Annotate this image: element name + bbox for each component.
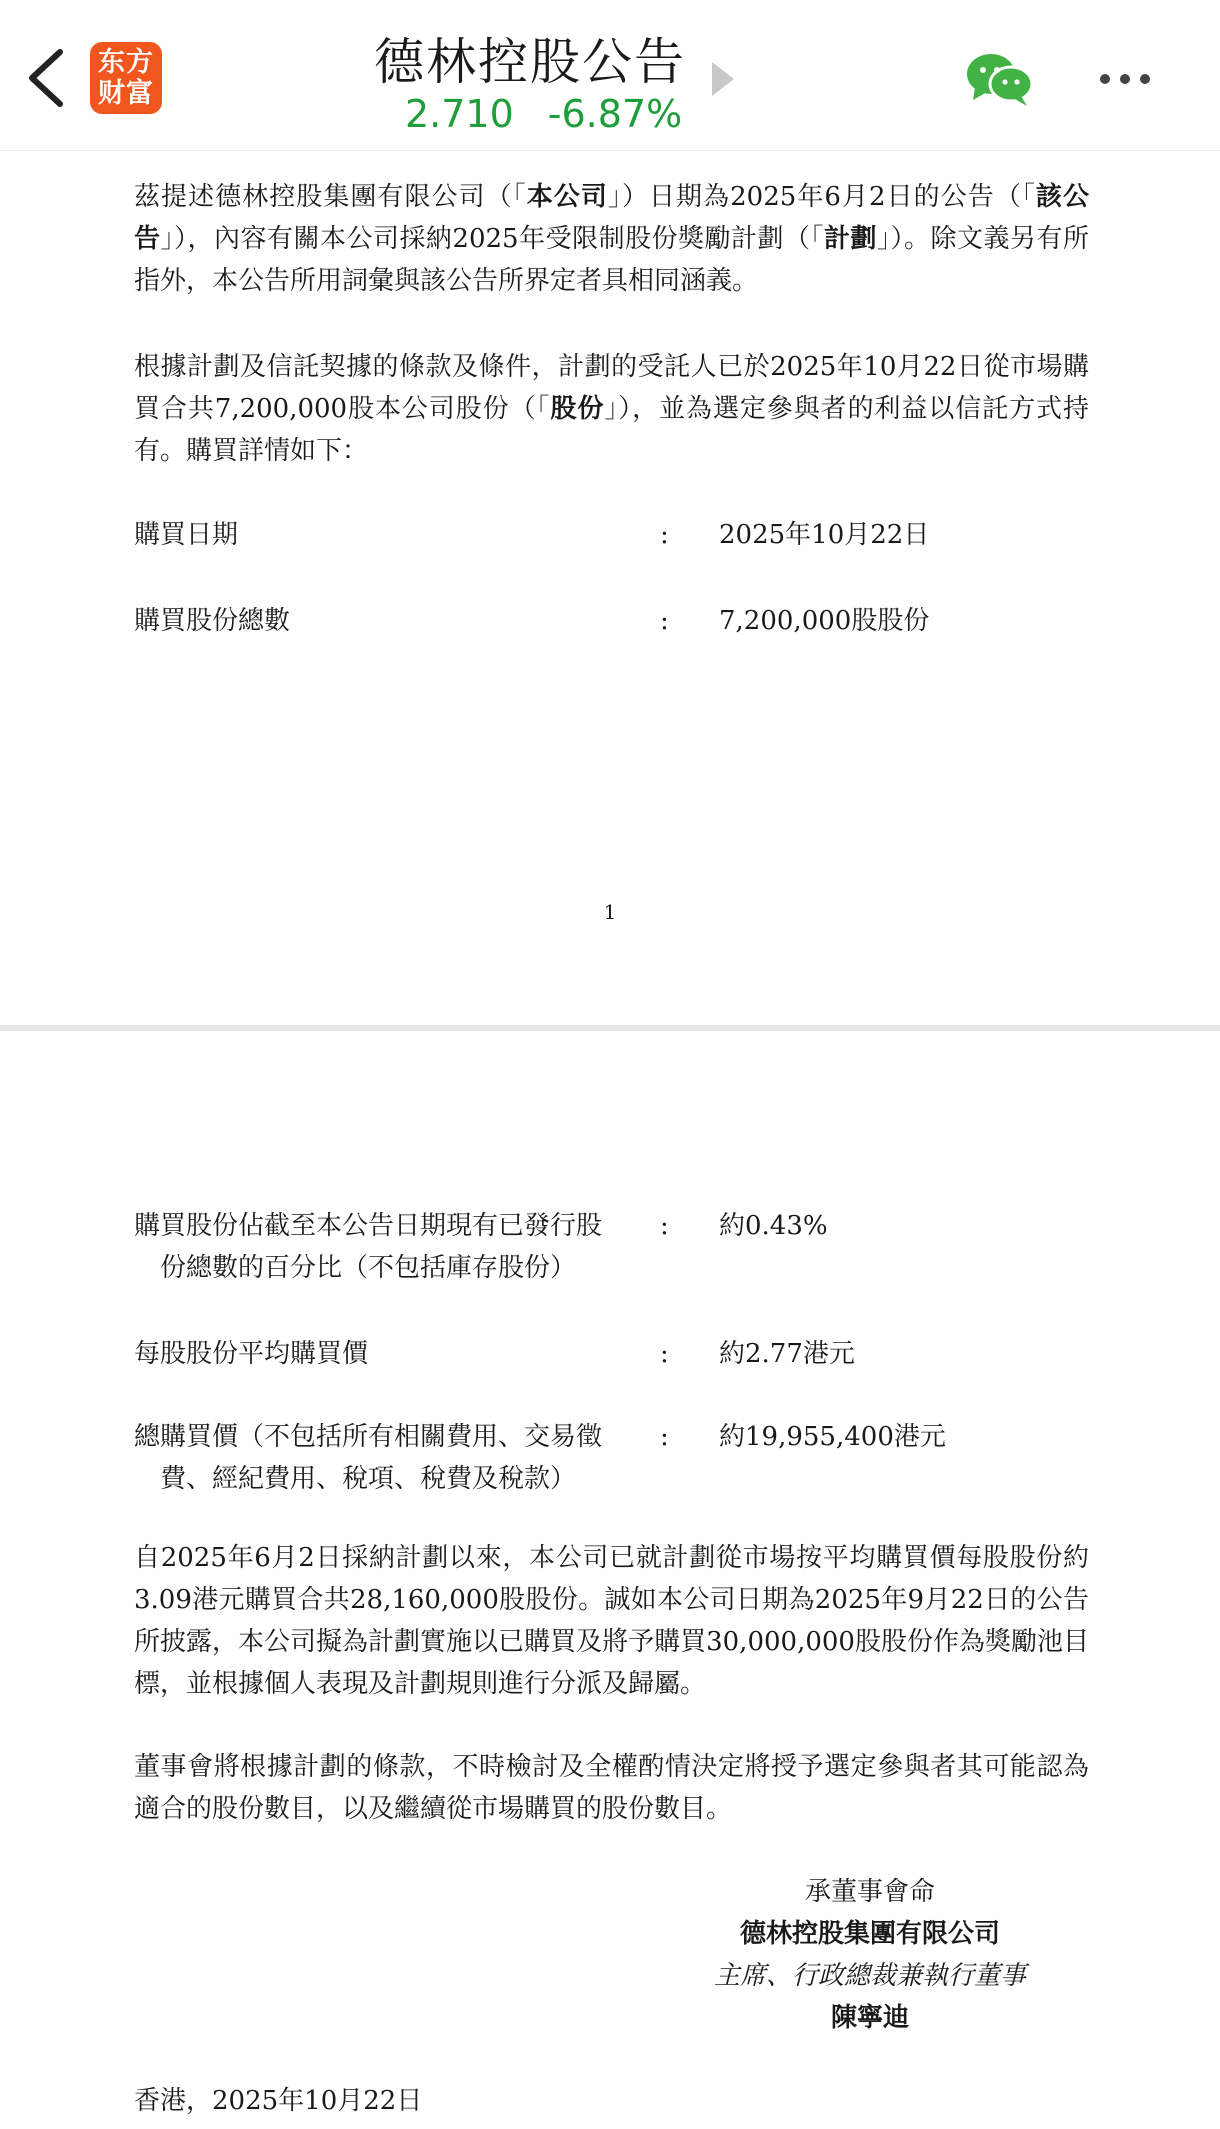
board-paragraph: 董事會將根據計劃的條款，不時檢討及全權酌情決定將授予選定參與者其可能認為適合的股份數目，以及繼續從市場購買的股份數目。 (134, 1752, 1089, 1824)
stock-price: 2.710 (405, 92, 514, 136)
page-divider (0, 1025, 1220, 1031)
signature-line: 承董事會命 (804, 1877, 935, 1907)
stock-quote (405, 92, 682, 136)
page-number: 1 (603, 900, 617, 924)
signature-block (620, 1871, 1120, 2039)
signature-company: 德林控股集團有限公司 (739, 1919, 1000, 1949)
app-header (0, 0, 1220, 151)
stock-change: -6.87% (547, 92, 683, 136)
logo-line-2: 财富 (98, 78, 154, 109)
more-icon[interactable] (1100, 64, 1170, 94)
place-date: 香港，2025年10月22日 (134, 2086, 423, 2116)
logo-line-1: 东方 (98, 47, 154, 78)
signature-name: 陳寧迪 (830, 2003, 909, 2033)
page-title: 德林控股公告 (374, 33, 686, 91)
wechat-icon[interactable] (965, 50, 1035, 108)
purchase-paragraph: 根據計劃及信託契據的條款及條件，計劃的受託人已於2025年10月22日從市場購買合共7,200,000股本公司股份（「股份」），並為選定參與者的利益以信託方式持有。購買詳情如下： (134, 352, 1089, 466)
since-adoption-paragraph: 自2025年6月2日採納計劃以來，本公司已就計劃從市場按平均購買價每股股份約3.09港元購買合共28,160,000股股份。誠如本公司日期為2025年9月22日的公告所披露，本公司擬為計劃實施以已購買及將予購買30,000,000股股份作為獎勵池目標，並根據個人表現及計劃規則進行分派及歸屬。 (134, 1543, 1089, 1699)
intro-paragraph: 茲提述德林控股集團有限公司（「本公司」）日期為2025年6月2日的公告（「該公告」），內容有關本公司採納2025年受限制股份獎勵計劃（「計劃」）。除文義另有所指外，本公告所用詞彙與該公告所界定者具相同涵義。 (134, 182, 1089, 296)
play-icon[interactable] (712, 62, 734, 96)
signature-role: 主席、行政總裁兼執行董事 (713, 1961, 1026, 1991)
